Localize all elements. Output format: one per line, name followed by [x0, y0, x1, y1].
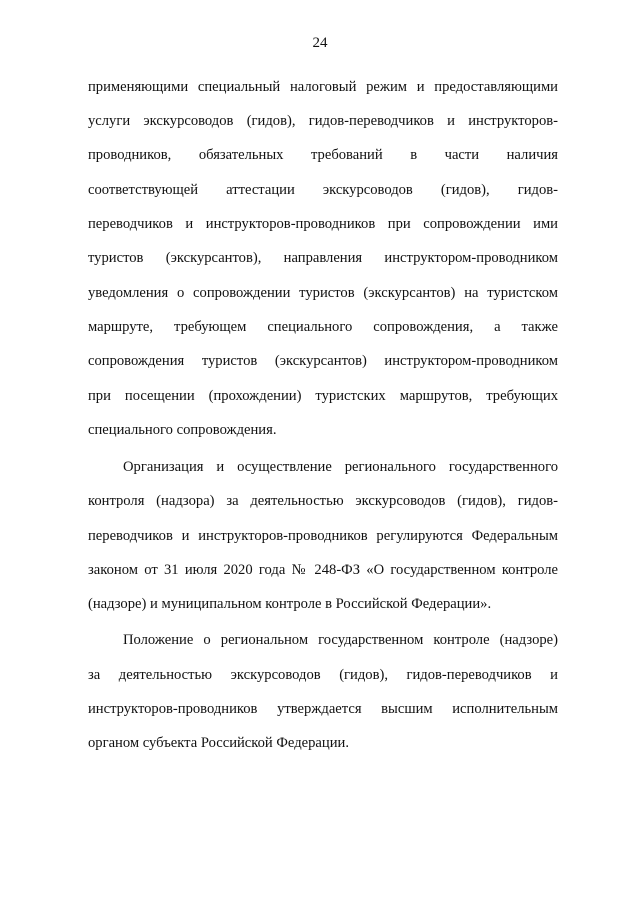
paragraph-2-line-5: (надзоре) и муниципальном контроле в Российской Федерации». [88, 596, 492, 612]
paragraph-1-line-2: услуги экскурсоводов (гидов), гидов-переводчиков и инструкторов- [88, 113, 558, 129]
paragraph-1-line-4: соответствующей аттестации экскурсоводов (гидов), гидов- [88, 182, 558, 198]
paragraph-1-line-9: сопровождения туристов (экскурсантов) инструктором-проводником [88, 353, 558, 369]
paragraph-2-line-2: контроля (надзора) за деятельностью экскурсоводов (гидов), гидов- [88, 493, 558, 509]
paragraph-1-line-8: маршруте, требующем специального сопровождения, а также [88, 319, 558, 335]
paragraph-3-line-3: инструкторов-проводников утверждается высшим исполнительным [88, 701, 558, 717]
paragraph-1-line-11: специального сопровождения. [88, 422, 277, 438]
paragraph-2-line-1: Организация и осуществление регионального государственного [123, 459, 558, 475]
paragraph-1-line-5: переводчиков и инструкторов-проводников при сопровождении ими [88, 216, 558, 232]
paragraph-1-line-6: туристов (экскурсантов), направления инструктором-проводником [88, 250, 558, 266]
paragraph-1-line-10: при посещении (прохождении) туристских маршрутов, требующих [88, 388, 558, 404]
paragraph-1-line-7: уведомления о сопровождении туристов (экскурсантов) на туристском [88, 285, 558, 301]
page-number: 24 [312, 35, 328, 51]
paragraph-2-line-3: переводчиков и инструкторов-проводников регулируются Федеральным [88, 528, 558, 544]
paragraph-1-line-3: проводников, обязательных требований в части наличия [88, 147, 558, 163]
paragraph-1-line-1: применяющими специальный налоговый режим и предоставляющими [88, 79, 558, 95]
paragraph-3-line-2: за деятельностью экскурсоводов (гидов), гидов-переводчиков и [88, 667, 558, 683]
paragraph-3-line-1: Положение о региональном государственном контроле (надзоре) [123, 632, 558, 648]
paragraph-3-line-4: органом субъекта Российской Федерации. [88, 735, 349, 751]
paragraph-2-line-4: законом от 31 июля 2020 года № 248-ФЗ «О государственном контроле [88, 562, 558, 578]
